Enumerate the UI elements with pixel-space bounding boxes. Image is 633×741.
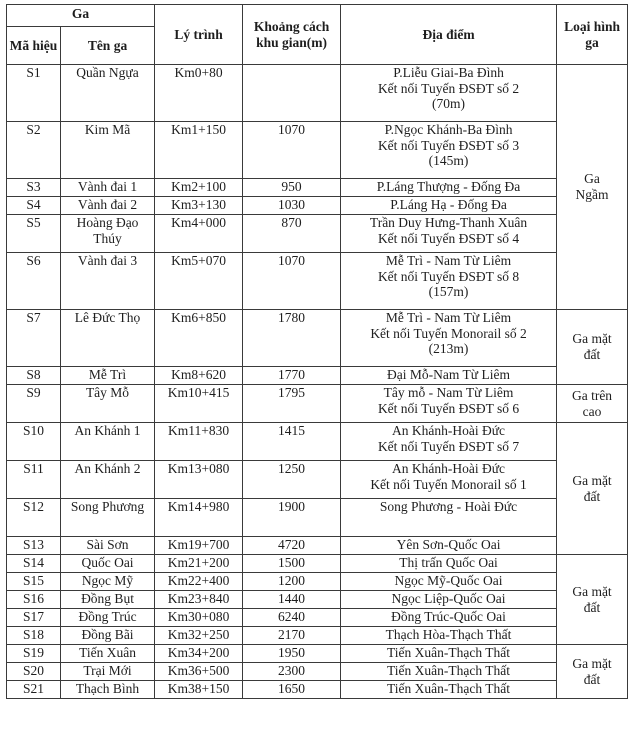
header-ma-hieu: Mã hiệu xyxy=(7,27,61,65)
station-location xyxy=(341,215,557,253)
location-line: Thị trấn Quốc Oai xyxy=(399,555,498,570)
station-location xyxy=(341,609,557,627)
station-type xyxy=(557,65,628,310)
station-distance: 1770 xyxy=(243,367,341,385)
station-km: Km0+80 xyxy=(155,65,243,122)
location-line: Kết nối Tuyến ĐSĐT số 2 xyxy=(377,80,520,96)
table-row xyxy=(7,573,628,591)
table-row xyxy=(7,65,628,122)
station-type xyxy=(557,555,628,645)
station-name: Hoàng Đạo Thúy xyxy=(61,215,155,253)
station-km: Km38+150 xyxy=(155,681,243,699)
station-code: S2 xyxy=(7,122,61,179)
location-line: Tây mỗ - Nam Từ Liêm xyxy=(383,385,514,400)
table-row xyxy=(7,253,628,310)
station-type-line: cao xyxy=(582,403,602,419)
station-location xyxy=(341,591,557,609)
station-distance: 4720 xyxy=(243,537,341,555)
station-code: S16 xyxy=(7,591,61,609)
station-name: Vành đai 2 xyxy=(61,197,155,215)
station-location xyxy=(341,367,557,385)
location-line: P.Liễu Giai-Ba Đình xyxy=(393,65,504,80)
table-row xyxy=(7,681,628,699)
station-name: Trại Mới xyxy=(61,663,155,681)
station-distance: 1030 xyxy=(243,197,341,215)
station-type-line: Ga mặt xyxy=(572,472,612,488)
station-distance: 1440 xyxy=(243,591,341,609)
station-distance: 1250 xyxy=(243,461,341,499)
location-line: P.Ngọc Khánh-Ba Đình xyxy=(384,122,513,137)
station-km: Km10+415 xyxy=(155,385,243,423)
station-code: S9 xyxy=(7,385,61,423)
station-type xyxy=(557,310,628,385)
station-code: S6 xyxy=(7,253,61,310)
location-line: Yên Sơn-Quốc Oai xyxy=(396,537,501,552)
station-km: Km2+100 xyxy=(155,179,243,197)
table-row xyxy=(7,461,628,499)
station-code: S11 xyxy=(7,461,61,499)
station-km: Km36+500 xyxy=(155,663,243,681)
station-name: Kim Mã xyxy=(61,122,155,179)
station-name: Vành đai 3 xyxy=(61,253,155,310)
station-table-container xyxy=(6,4,627,699)
station-name: An Khánh 2 xyxy=(61,461,155,499)
station-code: S18 xyxy=(7,627,61,645)
station-code: S1 xyxy=(7,65,61,122)
header-khoang-cach: Khoảng cách khu gian(m) xyxy=(243,5,341,65)
header-dia-diem: Địa điểm xyxy=(341,5,557,65)
location-line: Kết nối Tuyến ĐSĐT số 6 xyxy=(377,400,520,416)
station-name: Lê Đức Thọ xyxy=(61,310,155,367)
station-location xyxy=(341,310,557,367)
table-row xyxy=(7,423,628,461)
station-distance: 1650 xyxy=(243,681,341,699)
station-distance: 2300 xyxy=(243,663,341,681)
location-line: Ngọc Liệp-Quốc Oai xyxy=(391,591,506,606)
station-distance: 1070 xyxy=(243,122,341,179)
station-code: S15 xyxy=(7,573,61,591)
station-type-line: đất xyxy=(583,671,601,687)
table-row xyxy=(7,609,628,627)
station-table xyxy=(6,4,628,699)
station-distance: 1500 xyxy=(243,555,341,573)
station-distance: 950 xyxy=(243,179,341,197)
station-distance: 1795 xyxy=(243,385,341,423)
station-location xyxy=(341,663,557,681)
location-line: An Khánh-Hoài Đức xyxy=(391,423,506,438)
table-row xyxy=(7,591,628,609)
table-row xyxy=(7,179,628,197)
station-distance: 6240 xyxy=(243,609,341,627)
location-line: Tiến Xuân-Thạch Thất xyxy=(387,681,510,696)
station-km: Km30+080 xyxy=(155,609,243,627)
station-name: Mễ Trì xyxy=(61,367,155,385)
station-type xyxy=(557,423,628,555)
station-km: Km21+200 xyxy=(155,555,243,573)
station-type-line: Ga mặt xyxy=(572,331,612,346)
station-name: Đồng Bụt xyxy=(61,591,155,609)
station-km: Km5+070 xyxy=(155,253,243,310)
header-ga: Ga xyxy=(7,5,155,27)
station-name: Thạch Bình xyxy=(61,681,155,699)
location-line: (157m) xyxy=(428,284,469,299)
table-row xyxy=(7,367,628,385)
station-km: Km6+850 xyxy=(155,310,243,367)
table-row xyxy=(7,215,628,253)
station-code: S8 xyxy=(7,367,61,385)
station-location xyxy=(341,423,557,461)
station-code: S19 xyxy=(7,645,61,663)
station-name: Ngọc Mỹ xyxy=(61,573,155,591)
station-location xyxy=(341,65,557,122)
location-line: Kết nối Tuyến ĐSĐT số 3 xyxy=(377,137,520,153)
station-location xyxy=(341,253,557,310)
station-type-line: Ga mặt xyxy=(572,583,612,599)
station-type-line: đất xyxy=(583,488,601,504)
station-location xyxy=(341,645,557,663)
table-row xyxy=(7,197,628,215)
location-line: (70m) xyxy=(432,96,466,111)
location-line: P.Láng Hạ - Đống Đa xyxy=(390,197,507,212)
table-row xyxy=(7,663,628,681)
station-km: Km11+830 xyxy=(155,423,243,461)
location-line: P.Láng Thượng - Đống Đa xyxy=(376,179,521,194)
station-distance: 2170 xyxy=(243,627,341,645)
location-line: (213m) xyxy=(428,341,469,356)
station-distance: 1950 xyxy=(243,645,341,663)
location-line: Mễ Trì - Nam Từ Liêm xyxy=(385,310,512,325)
table-row xyxy=(7,645,628,663)
location-line: Kết nối Tuyến ĐSĐT số 4 xyxy=(377,230,520,246)
table-row xyxy=(7,385,628,423)
station-km: Km3+130 xyxy=(155,197,243,215)
location-line: Ngọc Mỹ-Quốc Oai xyxy=(394,573,503,588)
station-name: Đồng Trúc xyxy=(61,609,155,627)
station-km: Km34+200 xyxy=(155,645,243,663)
station-distance: 870 xyxy=(243,215,341,253)
location-line: Kết nối Tuyến Monorail số 1 xyxy=(370,476,527,492)
station-name: An Khánh 1 xyxy=(61,423,155,461)
location-line: Đại Mỗ-Nam Từ Liêm xyxy=(387,367,510,382)
location-line: Kết nối Tuyến ĐSĐT số 7 xyxy=(377,438,520,454)
station-name: Đồng Bãi xyxy=(61,627,155,645)
station-distance: 1070 xyxy=(243,253,341,310)
station-location xyxy=(341,179,557,197)
station-location xyxy=(341,385,557,423)
location-line: Kết nối Tuyến Monorail số 2 xyxy=(370,325,527,341)
station-type-line: đất xyxy=(583,347,601,362)
station-distance: 1415 xyxy=(243,423,341,461)
station-location xyxy=(341,681,557,699)
table-row xyxy=(7,122,628,179)
table-row xyxy=(7,310,628,367)
station-name: Sài Sơn xyxy=(61,537,155,555)
station-location xyxy=(341,197,557,215)
table-row xyxy=(7,555,628,573)
station-type-line: Ga mặt xyxy=(572,655,612,671)
station-code: S13 xyxy=(7,537,61,555)
location-line: Kết nối Tuyến ĐSĐT số 8 xyxy=(377,268,520,284)
location-line: Trần Duy Hưng-Thanh Xuân xyxy=(369,215,528,230)
station-distance: 1900 xyxy=(243,499,341,537)
station-location xyxy=(341,555,557,573)
station-km: Km13+080 xyxy=(155,461,243,499)
station-code: S5 xyxy=(7,215,61,253)
station-code: S20 xyxy=(7,663,61,681)
station-type xyxy=(557,385,628,423)
station-km: Km14+980 xyxy=(155,499,243,537)
station-name: Quần Ngựa xyxy=(61,65,155,122)
station-name: Vành đai 1 xyxy=(61,179,155,197)
station-km: Km4+000 xyxy=(155,215,243,253)
station-code: S21 xyxy=(7,681,61,699)
station-km: Km23+840 xyxy=(155,591,243,609)
station-name: Tiến Xuân xyxy=(61,645,155,663)
station-code: S4 xyxy=(7,197,61,215)
station-location xyxy=(341,122,557,179)
table-row xyxy=(7,537,628,555)
station-km: Km19+700 xyxy=(155,537,243,555)
station-type-line: Ga xyxy=(584,171,600,186)
station-code: S7 xyxy=(7,310,61,367)
station-name: Tây Mỗ xyxy=(61,385,155,423)
station-location xyxy=(341,499,557,537)
station-code: S12 xyxy=(7,499,61,537)
station-table-body xyxy=(7,65,628,699)
station-distance xyxy=(243,65,341,122)
location-line: Tiến Xuân-Thạch Thất xyxy=(387,663,510,678)
location-line: Thạch Hòa-Thạch Thất xyxy=(385,627,512,642)
header-ly-trinh: Lý trình xyxy=(155,5,243,65)
station-km: Km8+620 xyxy=(155,367,243,385)
station-type xyxy=(557,645,628,699)
table-row xyxy=(7,627,628,645)
table-row xyxy=(7,499,628,537)
location-line: (145m) xyxy=(428,153,469,168)
station-code: S17 xyxy=(7,609,61,627)
header-ten-ga: Tên ga xyxy=(61,27,155,65)
station-type-line: Ngầm xyxy=(575,187,609,202)
location-line: Song Phương - Hoài Đức xyxy=(379,499,518,514)
station-km: Km22+400 xyxy=(155,573,243,591)
location-line: Đồng Trúc-Quốc Oai xyxy=(391,609,506,624)
station-location xyxy=(341,461,557,499)
station-km: Km32+250 xyxy=(155,627,243,645)
location-line: An Khánh-Hoài Đức xyxy=(391,461,506,476)
station-code: S10 xyxy=(7,423,61,461)
station-distance: 1200 xyxy=(243,573,341,591)
station-type-line: Ga trên xyxy=(571,387,613,403)
station-location xyxy=(341,573,557,591)
station-distance: 1780 xyxy=(243,310,341,367)
header-loai-hinh-ga: Loại hình ga xyxy=(557,5,628,65)
station-code: S14 xyxy=(7,555,61,573)
station-location xyxy=(341,537,557,555)
location-line: Tiến Xuân-Thạch Thất xyxy=(387,645,510,660)
location-line: Mễ Trì - Nam Từ Liêm xyxy=(385,253,512,268)
station-type-line: đất xyxy=(583,599,601,615)
station-code: S3 xyxy=(7,179,61,197)
station-name: Song Phương xyxy=(61,499,155,537)
station-name: Quốc Oai xyxy=(61,555,155,573)
station-km: Km1+150 xyxy=(155,122,243,179)
station-location xyxy=(341,627,557,645)
